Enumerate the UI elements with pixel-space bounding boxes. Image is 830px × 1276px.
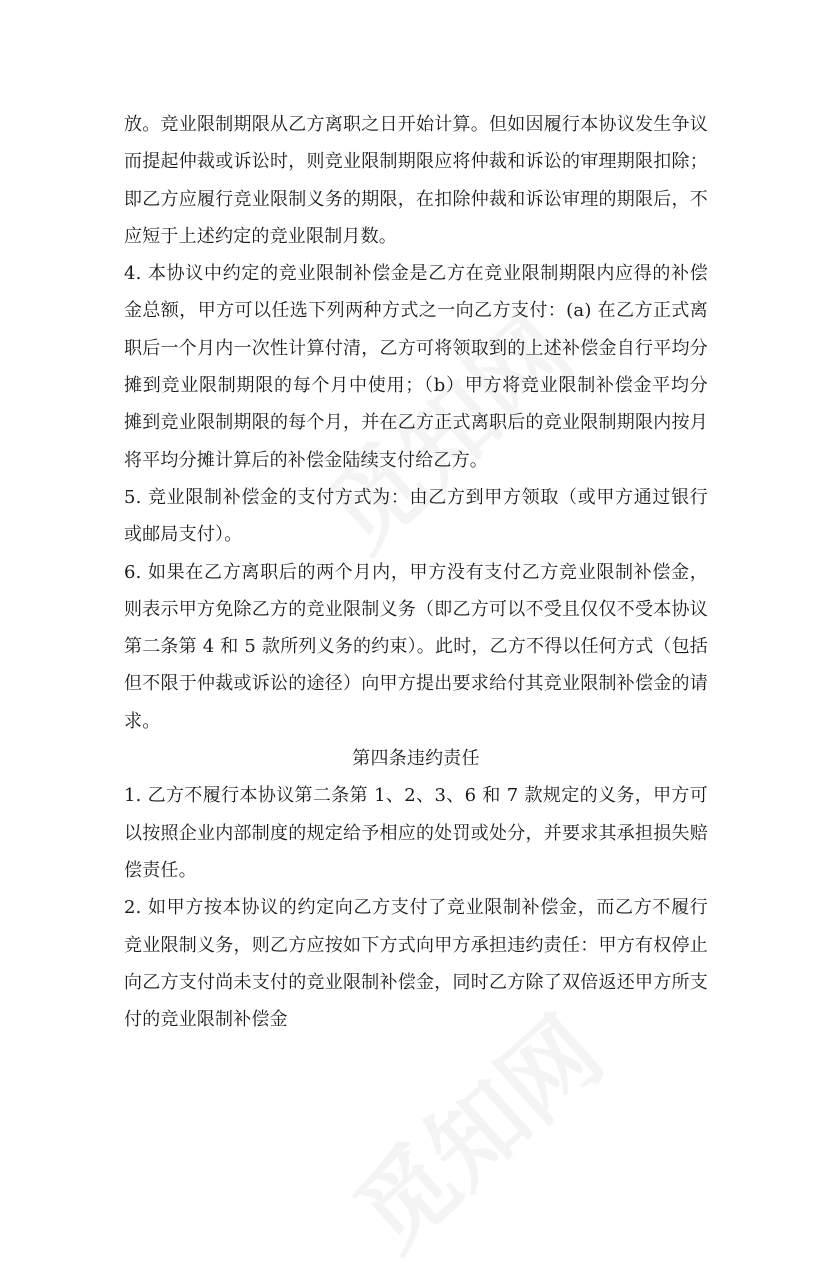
clause-6-paragraph: 6. 如果在乙方离职后的两个月内，甲方没有支付乙方竞业限制补偿金，则表示甲方免除乙方的竞业限制义务（即乙方可以不受且仅仅不受本协议第二条第 4 和 5 款所列义务的约束）。此时，乙方不得以任何方式（包括但不限于仲裁或诉讼的途径）向甲方提出要求给付其竞业限制补偿金的请求。 [124, 561, 708, 732]
paragraph-continuation: 放。竞业限制期限从乙方离职之日开始计算。但如因履行本协议发生争议而提起仲裁或诉讼时，则竞业限制期限应将仲裁和诉讼的审理期限扣除；即乙方应履行竞业限制义务的期限，在扣除仲裁和诉讼审理的期限后，不应短于上述约定的竞业限制月数。 [124, 114, 708, 247]
breach-clause-2-paragraph: 2. 如甲方按本协议的约定向乙方支付了竞业限制补偿金，而乙方不履行竞业限制义务，则乙方应按如下方式向甲方承担违约责任：甲方有权停止向乙方支付尚未支付的竞业限制补偿金，同时乙方除了双倍返还甲方所支付的竞业限制补偿金 [124, 897, 708, 1031]
section-heading: 第四条违约责任 [352, 748, 480, 770]
document-body [124, 106, 708, 1038]
clause-4-paragraph: 4. 本协议中约定的竞业限制补偿金是乙方在竞业限制期限内应得的补偿金总额，甲方可以任选下列两种方式之一向乙方支付：(a) 在乙方正式离职后一个月内一次性计算付清，乙方可将领取到的上述补偿金自行平均分摊到竞业限制期限的每个月中使用；（b）甲方将竞业限制补偿金平均分摊到竞业限制期限的每个月，并在乙方正式离职后的竞业限制期限内按月将平均分摊计算后的补偿金陆续支付给乙方。 [124, 263, 708, 471]
breach-clause-1-paragraph: 1. 乙方不履行本协议第二条第 1、2、3、6 和 7 款规定的义务，甲方可以按照企业内部制度的规定给予相应的处罚或处分，并要求其承担损失赔偿责任。 [124, 785, 708, 881]
clause-5-paragraph: 5. 竞业限制补偿金的支付方式为：由乙方到甲方领取（或甲方通过银行或邮局支付）。 [124, 486, 708, 546]
